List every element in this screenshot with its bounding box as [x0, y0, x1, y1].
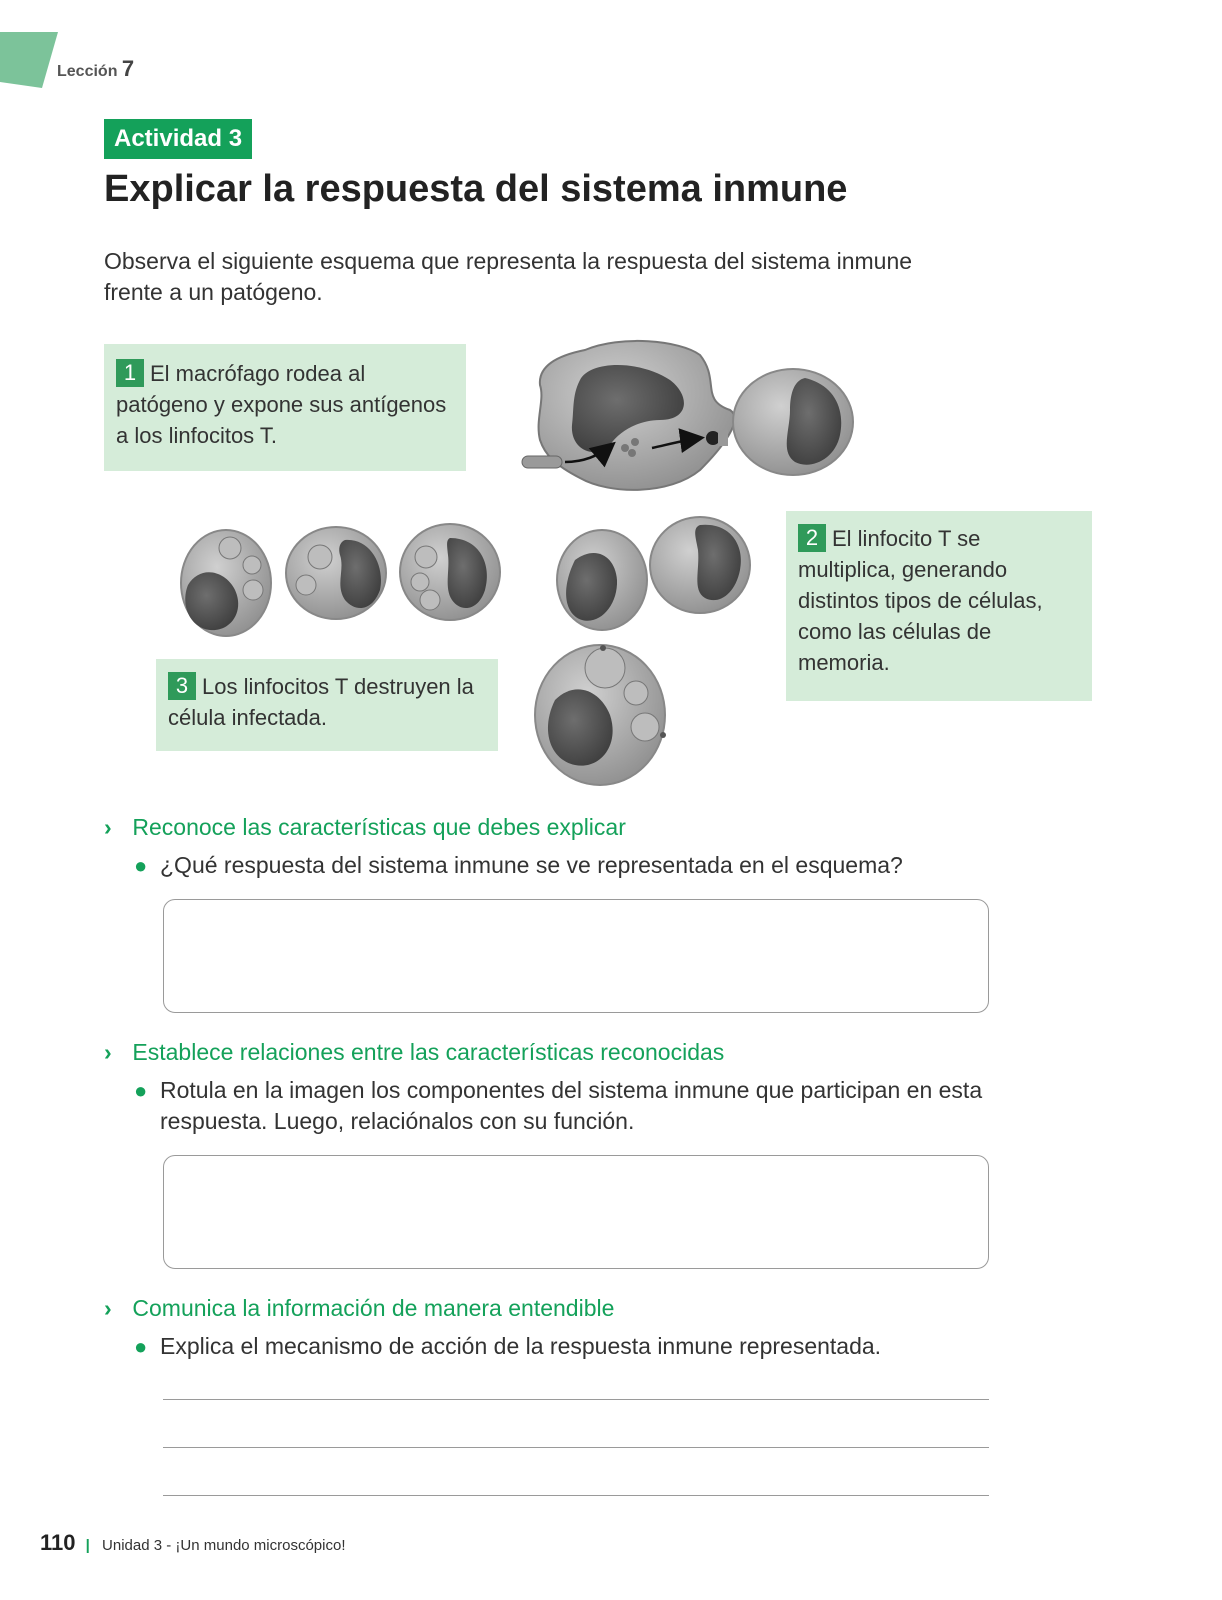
section-recognize [104, 812, 1004, 881]
answer-line-3[interactable] [163, 1495, 989, 1496]
chevron-right-icon: › [104, 1295, 112, 1321]
activity-badge: Actividad 3 [104, 119, 252, 159]
question-bullet: ● ¿Qué respuesta del sistema inmune se ve representada en el esquema? [160, 850, 1004, 881]
t-cell-attacking-1 [181, 530, 271, 636]
step-1-number: 1 [116, 359, 144, 387]
step-2-box [786, 511, 1092, 701]
step-3-box [156, 659, 498, 751]
page-number: 110 [40, 1530, 76, 1555]
t-cell-attacking-3 [400, 524, 500, 620]
section-communicate [104, 1293, 1004, 1362]
bullet-icon: ● [134, 1334, 148, 1359]
step-1-text: El macrófago rodea al patógeno y expone sus antígenos a los linfocitos T. [116, 361, 447, 448]
section-heading: › Reconoce las características que debes explicar [104, 814, 626, 840]
memory-cell-right [650, 517, 750, 613]
t-cell-attacking-2 [286, 527, 386, 619]
footer-separator: | [85, 1537, 90, 1554]
step-1-box [104, 344, 466, 471]
step-2-number: 2 [798, 524, 826, 552]
answer-line-1[interactable] [163, 1399, 989, 1400]
section-relate [104, 1037, 1004, 1137]
lesson-label [57, 56, 134, 82]
intro-paragraph: Observa el siguiente esquema que representa la respuesta del sistema inmune frente a un patógeno. [104, 248, 913, 305]
answer-line-2[interactable] [163, 1447, 989, 1448]
question-bullet: ● Rotula en la imagen los componentes del sistema inmune que participan en esta respuesta. Luego, relaciónalos con su función. [134, 1077, 983, 1134]
question-bullet: ● Explica el mecanismo de acción de la respuesta inmune representada. [160, 1331, 1004, 1362]
bullet-icon: ● [134, 853, 148, 878]
corner-tab-decoration [0, 32, 60, 90]
chevron-right-icon: › [104, 1039, 112, 1065]
unit-title: Unidad 3 - ¡Un mundo microscópico! [102, 1537, 346, 1554]
page-footer [40, 1530, 345, 1556]
step-2-text: El linfocito T se multiplica, generando distintos tipos de células, como las células de memoria. [798, 526, 1043, 675]
t-lymphocyte-cell [733, 369, 853, 475]
lesson-word: Lección [57, 63, 118, 80]
answer-box-2[interactable] [163, 1155, 989, 1269]
lesson-number: 7 [121, 56, 135, 81]
step-3-number: 3 [168, 672, 196, 700]
memory-cell-left [557, 530, 647, 630]
section-heading: › Establece relaciones entre las características reconocidas [104, 1039, 725, 1065]
bullet-icon: ● [134, 1078, 148, 1103]
step-3-text: Los linfocitos T destruyen la célula infectada. [168, 674, 474, 730]
infected-cell [535, 645, 666, 785]
section-heading: › Comunica la información de manera entendible [104, 1295, 615, 1321]
answer-box-1[interactable] [163, 899, 989, 1013]
chevron-right-icon: › [104, 814, 112, 840]
page-title: Explicar la respuesta del sistema inmune [104, 168, 848, 210]
macrophage-cell [522, 341, 735, 490]
